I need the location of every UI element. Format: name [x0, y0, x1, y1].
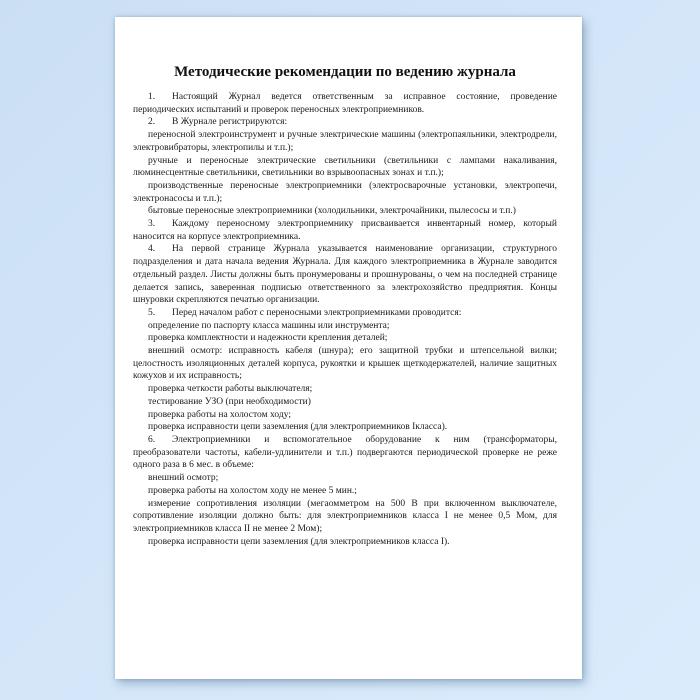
numbered-paragraph: 1. Настоящий Журнал ведется ответственным за исправное состояние, проведение периодических испытаний и проверок переносных электроприемников.	[133, 92, 557, 115]
sub-item-paragraph: переносной электроинструмент и ручные электрические машины (электропаяльники, электродрели, электровибраторы, электропилы и т.п.);	[133, 130, 557, 153]
sub-item-paragraph: внешний осмотр: исправность кабеля (шнура); его защитной трубки и штепсельной вилки; целостность изоляционных деталей корпуса, рукоятки и крышек щеткодержателей, наличие защитных кожухов и их исправность;	[133, 346, 557, 382]
sub-item-paragraph: бытовые переносные электроприемники (холодильники, электрочайники, пылесосы и т.п.)	[148, 206, 516, 217]
numbered-paragraph: 3. Каждому переносному электроприемнику присваивается инвентарный номер, который наносится на корпусе электроприемника.	[133, 219, 557, 242]
paragraph-number: 6.	[148, 434, 156, 445]
sub-item-paragraph: проверка работы на холостом ходу;	[148, 409, 291, 420]
sub-item-paragraph: ручные и переносные электрические светильники (светильники с лампами накаливания, люминесцентные светильники, светильники во взрывоопасных зонах и т.п.);	[133, 155, 557, 179]
sub-item-paragraph: проверка комплектности и надежности крепления деталей;	[148, 333, 388, 344]
paragraph-number: 4.	[148, 244, 156, 255]
sub-item-paragraph: проверка исправности цепи заземления (для электроприемников Iкласса).	[148, 422, 448, 433]
paragraph-number: 1.	[148, 92, 156, 102]
sub-item-paragraph: проверка работы на холостом ходу не менее 5 мин.;	[148, 485, 357, 496]
document-title: Методические рекомендации по ведению журнала	[174, 64, 516, 80]
numbered-paragraph: 6. Электроприемники и вспомогательное оборудование к ним (трансформаторы, преобразователи частоты, кабели-удлинители и т.п.) подвергаются периодической проверке не реже одного раза в 6 мес. в объеме:	[133, 434, 557, 471]
sub-item-paragraph: проверка четкости работы выключателя;	[148, 384, 313, 395]
sub-item-paragraph: производственные переносные электроприемники (электросварочные установки, электропечи, электронасосы и т.п.);	[133, 180, 557, 204]
paragraph-number: 5.	[148, 307, 156, 318]
paragraph-number: 3.	[148, 219, 156, 230]
numbered-paragraph: 5. Перед началом работ с переносными электроприемниками проводится:	[148, 307, 462, 318]
sub-item-paragraph: определение по паспорту класса машины или инструмента;	[148, 320, 390, 331]
numbered-paragraph: 2. В Журнале регистрируются:	[148, 117, 288, 128]
sub-item-paragraph: тестирование УЗО (при необходимости)	[148, 396, 311, 407]
sub-item-paragraph: измерение сопротивления изоляции (мегаомметром на 500 В при включенном выключателе, сопротивление изоляции должно быть: для электроприемников класса I не менее 0,5 Мом, для электроприемников класса II не менее 2 Мом);	[133, 498, 557, 534]
document-page	[115, 17, 582, 679]
document-body	[133, 91, 557, 548]
numbered-paragraph: 4. На первой странице Журнала указывается наименование организации, структурного подразделения и дата начала ведения Журнала. Для каждого электроприемника в Журнале заводится отдельный раздел. Листы должны быть пронумерованы и прошнурованы, о чем на последней странице делается запись, заверенная подписью ответственного за электрохозяйство предприятия. Концы шнуровки скрепляются печатью организации.	[133, 244, 557, 306]
sub-item-paragraph: внешний осмотр;	[148, 473, 219, 484]
sub-item-paragraph: проверка исправности цепи заземления (для электроприемников класса I).	[148, 536, 450, 547]
paragraph-number: 2.	[148, 117, 156, 128]
